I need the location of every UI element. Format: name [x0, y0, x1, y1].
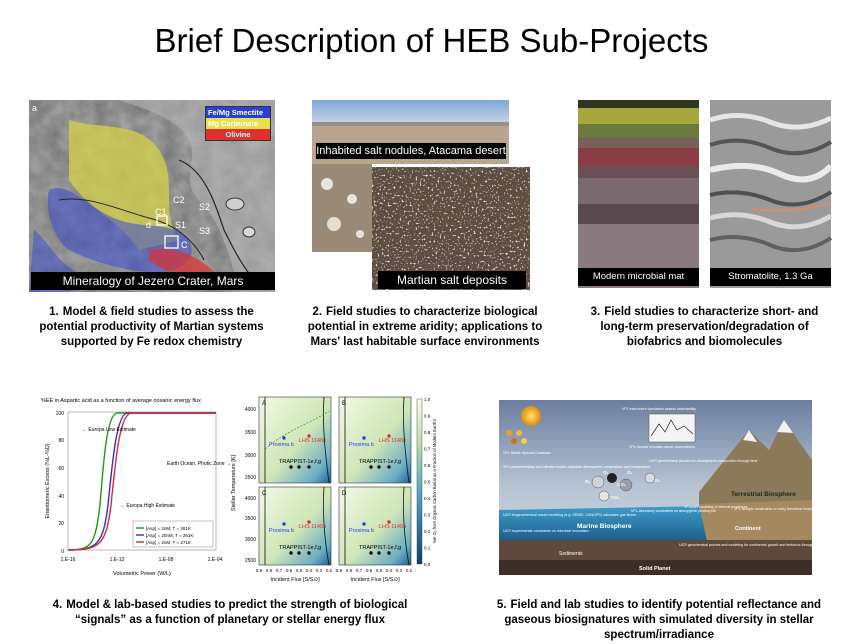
xtick-1e-08: 1.E-08 [158, 557, 174, 563]
xtick-1e-04: 1.E-04 [207, 557, 223, 563]
sub-ytick-bot-4000: 4000 [244, 496, 256, 502]
jezero-crater-map [29, 100, 275, 292]
cbar-tick-2: 0.8 [424, 430, 431, 435]
label-sediments: Sediments [559, 551, 583, 557]
ee-ylabel: Enantiomeric Excess (%L-%D) [45, 443, 51, 519]
planet-c-trappist: TRAPPIST-1e,f,g [279, 545, 322, 551]
planet-b-lhs: LHS 1140b [379, 438, 407, 444]
ee-legend-blue: [Asp] = 20nM, T = 261K [146, 533, 194, 538]
caption-1-text: Model & field studies to assess the potential productivity of Martian systems supported by Fe redox chemistry [39, 306, 264, 348]
sub-xtick-l-6: 0.3 [315, 568, 323, 573]
sub-xtick-r-0: 0.9 [335, 568, 343, 573]
subplot-a [259, 397, 331, 483]
martian-salt-label: Martian salt deposits [378, 271, 526, 289]
ee-plot-svg [37, 395, 231, 585]
caption-1-number: 1. [49, 306, 59, 318]
label-atmos: UCR geochemical proxies for atmospheric composition through time [649, 459, 758, 463]
biosignature-schematic [499, 400, 822, 575]
cbar-tick-10: 0.0 [424, 562, 431, 567]
label-planet-obs: VPL models simulate planet observations [629, 445, 695, 449]
label-solid-planet: Solid Planet [639, 566, 671, 572]
label-experimental: UCR experimental constraints on microbial innovation [503, 529, 589, 533]
caption-3-text: Field studies to characterize short- and long-term preservation/degradation of biofabrics and biomolecules [600, 306, 819, 348]
cbar-tick-8: 0.2 [424, 529, 431, 534]
legend-smectite: Fe/Mg Smectite [206, 107, 270, 118]
ytick-0: 0 [61, 549, 64, 555]
sub-xtick-l-1: 0.8 [265, 568, 273, 573]
planet-a-proxima: Proxima b [269, 442, 294, 448]
xtick-1e-16: 1.E-16 [60, 557, 76, 563]
caption-5-text: Field and lab studies to identify potential reflectance and gaseous biosignatures with simulated diversity in stellar spectrum/irradiance [504, 599, 822, 641]
sub-ytick-top-4000: 4000 [244, 407, 256, 413]
map-label-c: C [181, 240, 188, 250]
map-label-c2: C2 [173, 195, 185, 205]
annotation-europa-low: ← Europa Low Estimate [82, 427, 136, 433]
ee-xlabel: Volumetric Power (W/L) [113, 571, 171, 577]
gas-co2: CO₂ [617, 482, 626, 487]
annotation-earth-ocean: Earth Ocean, Photic Zone → [167, 461, 231, 467]
label-photochem: VPL photochemistry and climate models calculate atmospheric composition and temperature [503, 465, 651, 469]
sub-ytick-bot-2500: 2500 [244, 558, 256, 564]
stromatolite-label: Stromatolite, 1.3 Ga [710, 268, 831, 286]
map-label-s1: S1 [175, 220, 187, 230]
cbar-tick-9: 0.1 [424, 545, 431, 551]
subplot-c [259, 487, 331, 565]
salt-nodules-photo [312, 164, 372, 252]
salt-nodules-image [312, 164, 372, 252]
sub-ytick-top-3500: 3500 [244, 430, 256, 436]
label-spectra: VPL Stellar Spectra Database [503, 451, 551, 455]
sub-xtick-l-7: 0.2 [325, 568, 333, 573]
sub-xtick-r-3: 0.6 [365, 568, 373, 573]
caption-4-text: Model & lab-based studies to predict the strength of biological “signals” as a function of planetary or stellar energy flux [66, 599, 408, 626]
cbar-tick-6: 0.4 [424, 496, 431, 501]
map-label-d: d [146, 220, 152, 230]
cbar-tick-1: 0.9 [424, 413, 431, 419]
label-crust: UCR geochemical proxies and modeling for continental growth and tectonics through time [679, 543, 822, 547]
planet-c-proxima: Proxima b [269, 528, 294, 534]
subplot-b-letter: B [342, 401, 347, 407]
ytick-60: 60 [58, 466, 64, 472]
oxygen-burial-plots [229, 389, 439, 584]
sub-xtick-r-4: 0.5 [375, 568, 383, 573]
annotation-europa-high: ← Europa High Estimate [120, 503, 176, 509]
stellar-temp-ylabel: Stellar Temperature [K] [231, 454, 237, 512]
colorbar [417, 399, 422, 564]
ee-legend-green: [Asp] = 2nM, T = 261K [146, 526, 191, 531]
sub-xtick-r-6: 0.3 [395, 568, 403, 573]
sub-xtick-l-3: 0.6 [285, 568, 293, 573]
map-label-s2: S2 [199, 202, 211, 212]
planet-a-trappist: TRAPPIST-1e,f,g [279, 459, 322, 465]
map-label-s3: S3 [199, 226, 211, 236]
sub-ytick-top-2500: 2500 [244, 475, 256, 481]
microbial-mat-image [578, 100, 699, 288]
colorbar-label: Net O₂ from Organic Carbon Burial as a Fraction of Modern Earth's [432, 418, 437, 544]
ytick-40: 40 [58, 494, 64, 500]
gas-o2-b: O₂ [585, 479, 591, 484]
sub-xlabel-left: Incident Flux [S/S⊙] [270, 577, 320, 583]
caption-2-text: Field studies to characterize biological potential in extreme aridity; applications to Mars' last habitable surface environments [307, 306, 543, 348]
subplot-d-letter: D [342, 491, 347, 497]
label-continent: Continent [735, 526, 761, 532]
stromatolite-photo [710, 100, 831, 288]
ytick-80: 80 [58, 438, 64, 444]
ytick-100: 100 [55, 411, 64, 417]
planet-d-proxima: Proxima b [349, 528, 374, 534]
planet-d-lhs: LHS 1140b [379, 524, 407, 530]
caption-5 [474, 598, 844, 643]
enantiomeric-excess-plot [37, 395, 231, 585]
atacama-photo [312, 100, 509, 164]
legend-carbonate: Mg Carbonate [206, 118, 270, 129]
sub-xtick-r-2: 0.7 [355, 568, 363, 573]
jezero-image-label: Mineralogy of Jezero Crater, Mars [31, 272, 275, 290]
label-instrument: VPL instrument simulators assess detectability [622, 407, 696, 411]
cbar-tick-0: 1.0 [424, 397, 431, 402]
cbar-tick-7: 0.3 [424, 512, 431, 518]
caption-1 [30, 305, 273, 350]
subplot-a-letter: A [262, 401, 267, 407]
caption-3 [578, 305, 831, 350]
biosignature-svg [499, 400, 822, 575]
martian-salt-photo [372, 167, 530, 290]
microbial-mat-photo [578, 100, 699, 288]
caption-4 [40, 598, 420, 628]
sub-xtick-l-0: 0.9 [255, 568, 263, 573]
sub-xtick-r-1: 0.8 [345, 568, 353, 573]
sub-ytick-bot-3000: 3000 [244, 537, 256, 543]
spectrum-chart [649, 414, 695, 442]
cbar-tick-5: 0.5 [424, 479, 431, 485]
planet-b-trappist: TRAPPIST-1e,f,g [359, 459, 402, 465]
gas-n2: N₂ [655, 478, 661, 483]
microbial-mat-label: Modern microbial mat [578, 268, 699, 286]
subplot-d [339, 487, 411, 565]
corner-letter: a [32, 103, 38, 113]
planet-d-trappist: TRAPPIST-1e,f,g [359, 545, 402, 551]
xtick-1e-12: 1.E-12 [109, 557, 125, 563]
map-label-c1: C1 [155, 207, 167, 217]
label-biogeo: UCR biogeochemical ocean modeling (e.g. GENIE, CANOPS) calculates gas fluxes [503, 513, 637, 517]
planet-b-proxima: Proxima b [349, 442, 374, 448]
caption-4-number: 4. [52, 599, 63, 611]
subplot-b [339, 397, 411, 483]
gas-ch4: CH₄ [611, 495, 620, 500]
caption-2 [300, 305, 550, 350]
caption-2-number: 2. [312, 306, 323, 318]
planet-a-lhs: LHS 1140b [299, 438, 327, 444]
label-marine: Marine Biosphere [577, 523, 632, 530]
sub-ytick-bot-3500: 3500 [244, 516, 256, 522]
sub-xtick-l-5: 0.4 [305, 568, 313, 573]
planet-c-lhs: LHS 1140b [299, 524, 327, 530]
sub-xtick-r-5: 0.4 [385, 568, 393, 573]
cbar-tick-4: 0.6 [424, 463, 431, 468]
legend-olivine: Olivine [206, 129, 270, 140]
gas-o3: O₃ [627, 470, 633, 475]
ee-plot-title: %EE in Aspartic acid as a function of average oceanic energy flux [41, 398, 201, 404]
label-terrestrial: Terrestrial Biosphere [731, 491, 796, 498]
cbar-tick-3: 0.7 [424, 446, 431, 452]
subplot-c-letter: C [262, 491, 267, 497]
sub-xlabel-right: Incident Flux [S/S⊙] [350, 577, 400, 583]
atacama-label: Inhabited salt nodules, Atacama desert [316, 145, 506, 157]
label-vplanet: VPLanet modeling of internal processes [684, 505, 748, 509]
gas-o2: O₂ [603, 470, 609, 475]
ytick-20: 20 [58, 521, 64, 527]
sub-ytick-top-3000: 3000 [244, 453, 256, 459]
label-isotopic: VPL isotopic constraints on early terrestrial biosphere [734, 507, 819, 511]
stromatolite-image [710, 100, 831, 288]
oxygen-burial-svg [229, 389, 439, 584]
mineral-legend [205, 106, 271, 141]
caption-5-number: 5. [496, 599, 507, 611]
label-lab: VPL laboratory constraints on anoxygenic photosynth [631, 509, 716, 513]
page-title: Brief Description of HEB Sub-Projects [154, 22, 709, 59]
caption-3-number: 3. [590, 306, 601, 318]
sun-icon [521, 406, 541, 426]
sub-xtick-r-7: 0.2 [405, 568, 413, 573]
ee-legend-red: [Asp] = 2nM, T = 271K [146, 540, 191, 545]
sub-xtick-l-2: 0.7 [275, 568, 283, 573]
sub-xtick-l-4: 0.5 [295, 568, 303, 573]
